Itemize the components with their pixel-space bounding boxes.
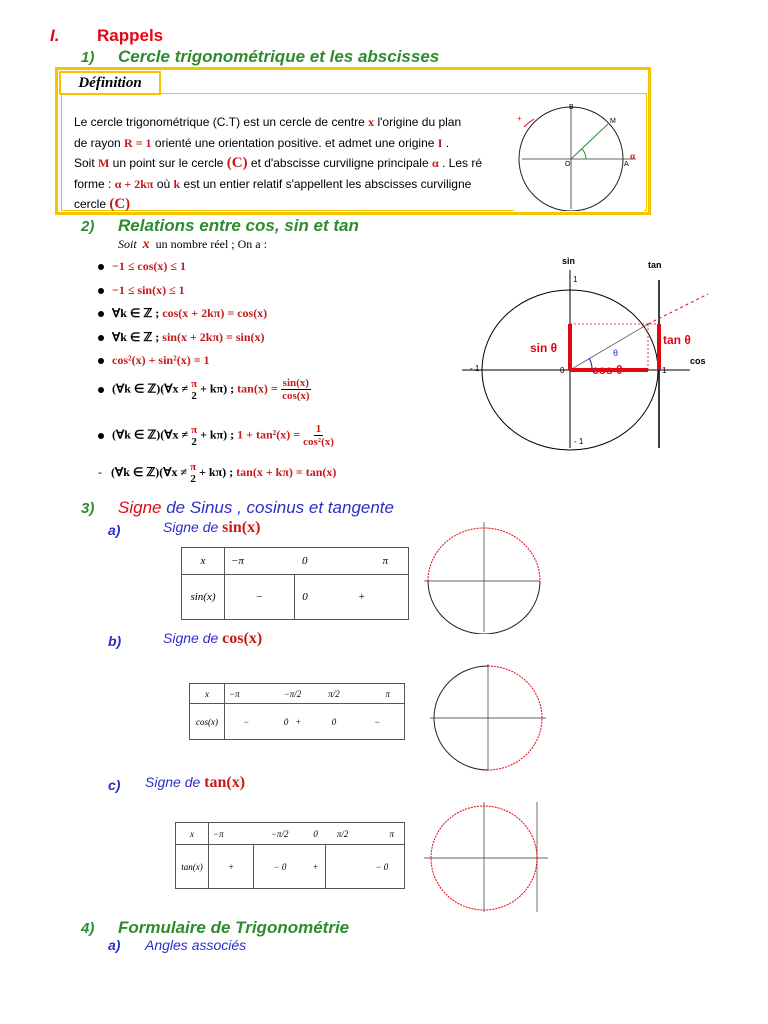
tick-minus-one-left: - 1 [470, 364, 480, 373]
label-sin-theta: sin θ [530, 341, 558, 355]
definition-circle-figure [514, 97, 644, 211]
axis-label-sin: sin [562, 256, 576, 266]
s3-title: Signe de Sinus , cosinus et tangente [118, 498, 394, 517]
axis-label-cos: cos [690, 356, 706, 366]
s4-number: 4) [81, 920, 95, 937]
sign-table-sin: x −π 0 π sin(x) − 0 + [181, 547, 409, 620]
definition-text: Le cercle trigonométrique (C.T) est un cercle de centre x l'origine du plan de rayon R = 1 orienté une orientation positive. et admet une origine I . Soit M un point sur le cercle (C) et d'abscisse curviligne principale α . Les ré forme : α + 2kπ où k est un entier relatif s'appellent les abscisses curviligne cercle (C) [74, 115, 483, 212]
axis-label-tan: tan [648, 260, 662, 270]
s2-intro: Soit x un nombre réel ; On a : [118, 237, 267, 252]
s3-number: 3) [81, 500, 95, 517]
sin-sign-circle [420, 518, 550, 634]
formula-cos-period: ∀k ∈ ℤ ; cos(x + 2kπ) = cos(x) [98, 306, 267, 321]
sign-table-cos: x −π −π/2 π/2 π cos(x) − 0 + 0 − [189, 683, 405, 740]
fig-label-plus: + [517, 114, 522, 123]
sign-table-tan: x −π −π/2 0 π/2 π tan(x) + − 0 + − 0 [175, 822, 405, 889]
s4a-text: Angles associés [145, 937, 247, 953]
trig-circle-figure [462, 252, 718, 452]
s3b-heading: Signe de cos(x) [163, 630, 263, 647]
fig-label-m: M [610, 118, 616, 125]
formula-tan-def: (∀k ∈ ℤ)(∀x ≠ π 2 + kπ) ; tan(x) = $\frac{\sin(x)}{\cos(x)}$ [98, 377, 311, 402]
s3a-label: a) [108, 522, 121, 538]
fig-label-o: O [565, 161, 571, 168]
section-title: Rappels [97, 26, 164, 45]
s4a-label: a) [108, 937, 121, 953]
s2-title: Relations entre cos, sin et tan [118, 216, 359, 235]
formula-sin-bounds: −1 ≤ sin(x) ≤ 1 [98, 283, 185, 298]
fig-label-a: A [624, 161, 629, 168]
tan-sign-circle [420, 798, 554, 914]
s3c-heading: Signe de tan(x) [145, 774, 246, 791]
section-number: I. [50, 26, 60, 45]
formula-cos-bounds: −1 ≤ cos(x) ≤ 1 [98, 259, 186, 274]
label-theta: θ [613, 348, 619, 358]
fig-label-alpha: α [630, 151, 636, 161]
tick-one-right: 1 [662, 366, 667, 375]
formula-tan-square: (∀k ∈ ℤ)(∀x ≠ π 2 + kπ) ; 1 + tan²(x) = $\frac{1}{\text{cos²(x)}}$ [98, 423, 334, 448]
tick-minus-one-bottom: - 1 [574, 437, 584, 446]
definition-label: Définition [59, 71, 161, 95]
cos-sign-circle [426, 660, 552, 772]
s1-number: 1) [81, 49, 95, 66]
tick-zero: 0 [560, 366, 565, 375]
tick-one-top: 1 [573, 275, 578, 284]
s3a-heading: Signe de sin(x) [163, 519, 261, 536]
formula-tan-period: - (∀k ∈ ℤ)(∀x ≠ π 2 + kπ) ; tan(x + kπ) = tan(x) [98, 461, 337, 485]
formula-pythagorean: cos²(x) + sin²(x) = 1 [98, 353, 210, 368]
s2-number: 2) [81, 218, 95, 235]
label-tan-theta: tan θ [663, 333, 691, 347]
s3b-label: b) [108, 633, 122, 649]
s4-title: Formulaire de Trigonométrie [118, 918, 350, 937]
s3c-label: c) [108, 777, 121, 793]
formula-sin-period: ∀k ∈ ℤ ; sin(x + 2kπ) = sin(x) [98, 330, 265, 345]
label-cos-theta: cos θ [592, 363, 623, 377]
fig-label-b: B [569, 104, 574, 111]
s1-title: Cercle trigonométrique et les abscisses [118, 47, 440, 66]
